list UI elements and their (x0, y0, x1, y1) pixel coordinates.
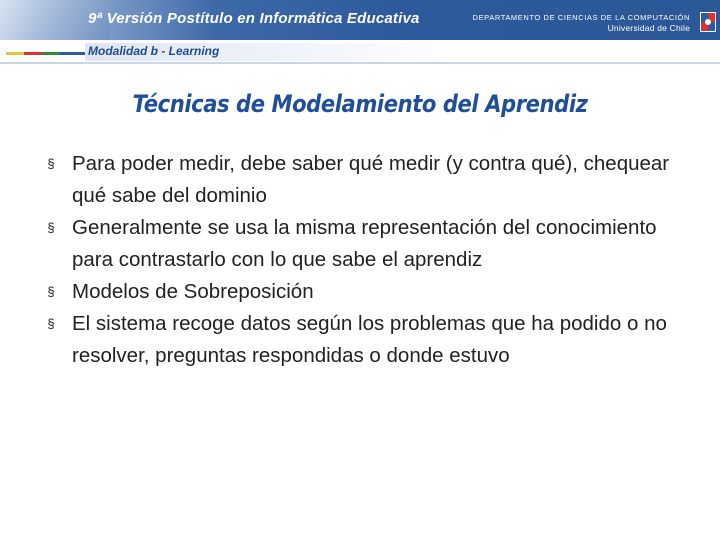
subheader-divider (0, 62, 720, 64)
bullet-item (44, 276, 684, 308)
bullet-text: Modelos de Sobreposición (72, 280, 314, 303)
modality-label: Modalidad b - Learning (88, 44, 220, 58)
bullet-text: El sistema recoge datos según los problemas que ha podido o no resolver, preguntas respondidas o donde estuvo (72, 312, 667, 367)
bullet-marker-icon: § (47, 220, 55, 235)
bullet-item (44, 212, 684, 276)
color-stripe (24, 52, 42, 55)
slide-title: Técnicas de Modelamiento del Aprendiz (132, 90, 588, 118)
bullet-text: Generalmente se usa la misma representación del conocimiento para contrastarlo con lo que sabe el aprendiz (72, 216, 657, 271)
header-banner (0, 0, 720, 40)
bullet-marker-icon: § (47, 316, 55, 331)
program-title: 9ª Versión Postítulo en Informática Educativa (88, 10, 420, 27)
color-stripe (42, 52, 60, 55)
color-stripe (6, 52, 24, 55)
bullet-item (44, 148, 684, 212)
university-name: Universidad de Chile (607, 22, 690, 33)
department-info (473, 13, 690, 34)
university-seal-icon (700, 12, 716, 32)
bullet-marker-icon: § (47, 156, 55, 171)
bullet-text: Para poder medir, debe saber qué medir (y contra qué), chequear qué sabe del dominio (72, 152, 670, 207)
bullet-marker-icon: § (47, 284, 55, 299)
bullet-list (44, 148, 684, 372)
department-name: DEPARTAMENTO DE CIENCIAS DE LA COMPUTACIÓN (472, 13, 690, 22)
color-stripe (60, 52, 78, 55)
bullet-item (44, 308, 684, 372)
